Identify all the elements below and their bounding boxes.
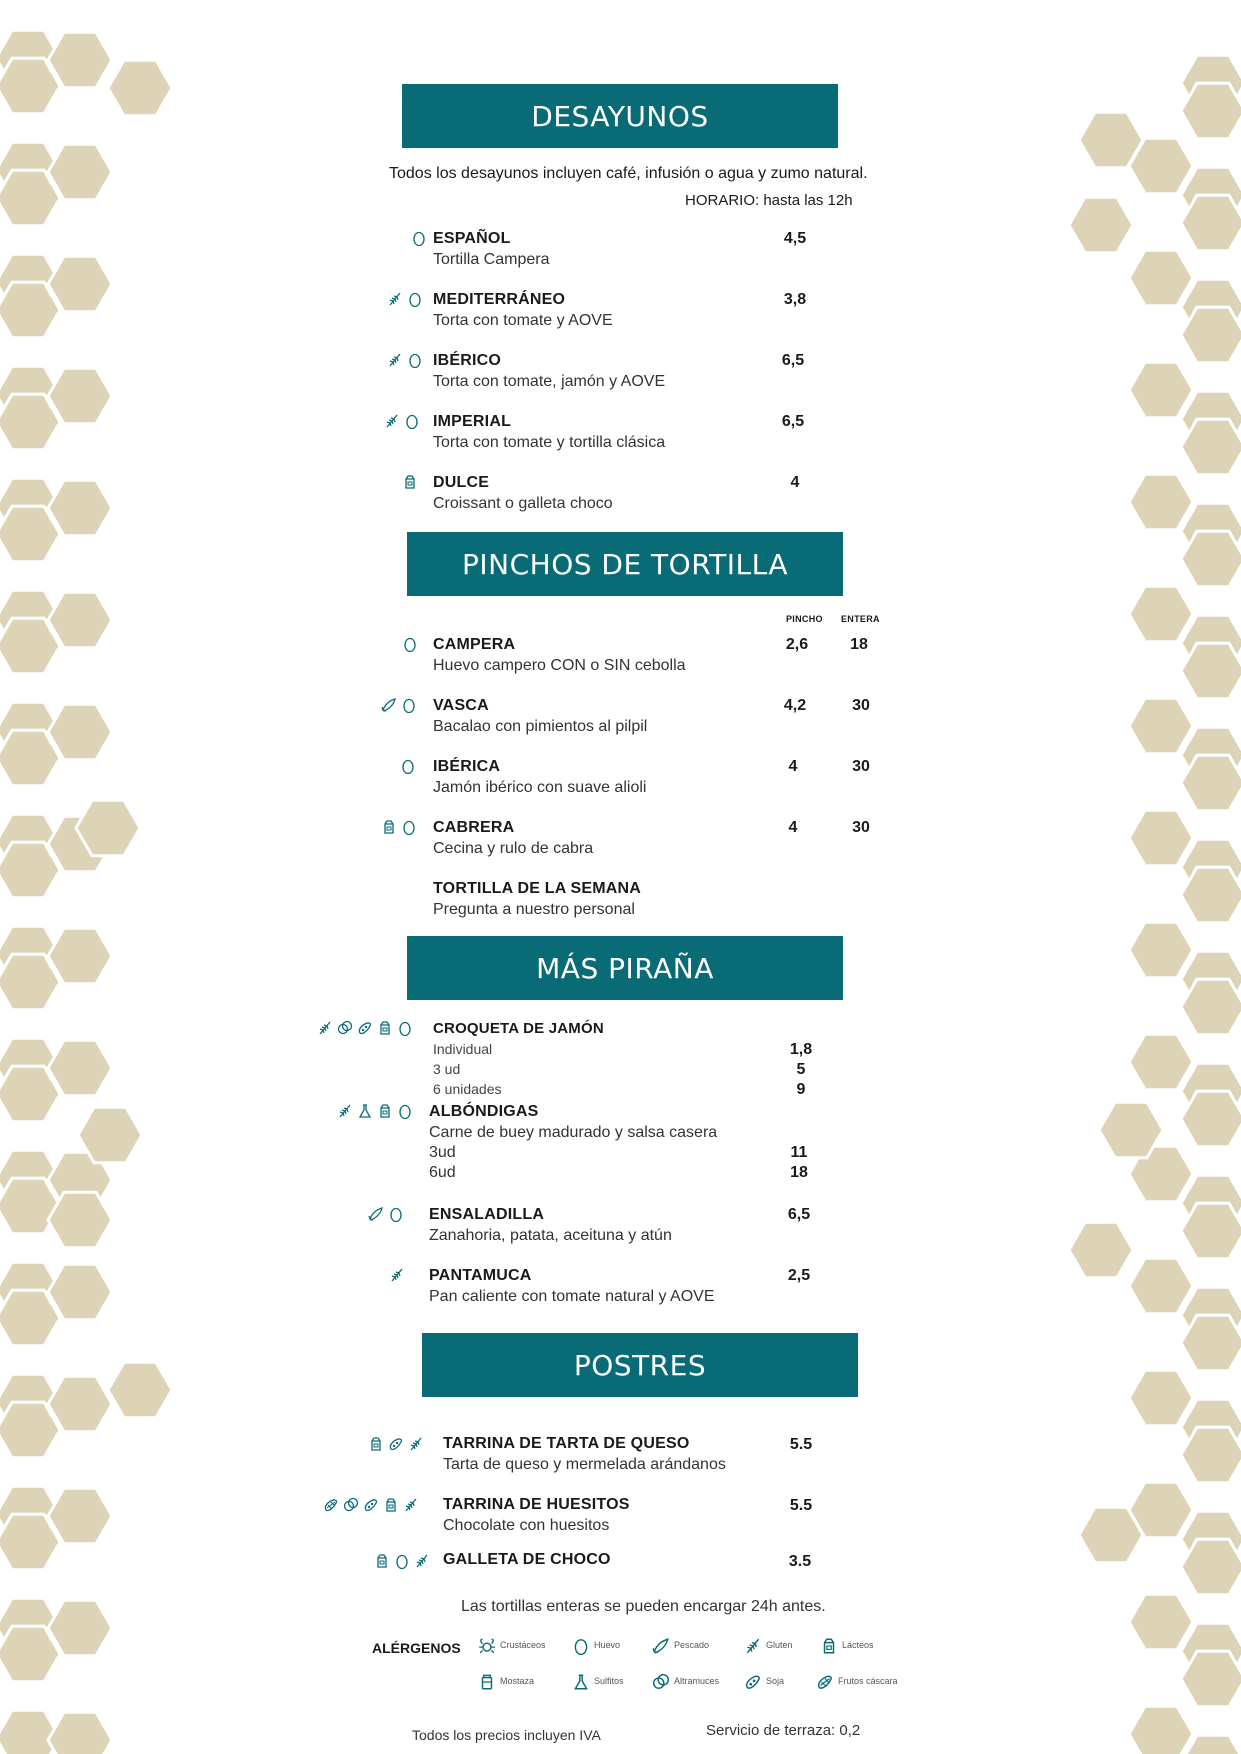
legend-label: Frutos cáscara xyxy=(838,1676,898,1686)
lacteos-icon xyxy=(381,819,397,835)
hexagon-decoration xyxy=(48,1488,112,1543)
section-title-desayunos: DESAYUNOS xyxy=(402,84,838,148)
item-desc: Cecina y rulo de cabra xyxy=(433,840,594,857)
allergen-icons xyxy=(337,1103,413,1119)
encargo-note: Las tortillas enteras se pueden encargar 24h antes. xyxy=(461,1598,826,1615)
hexagon-decoration xyxy=(1129,250,1193,305)
lacteos-icon xyxy=(377,1103,393,1119)
allergen-icons xyxy=(381,819,417,835)
hexagon-decoration xyxy=(1129,474,1193,529)
item-price: 6,5 xyxy=(787,1206,811,1223)
hexagon-decoration xyxy=(1099,1102,1163,1157)
legend-label: Lácteos xyxy=(842,1640,874,1650)
hexagon-decoration xyxy=(48,480,112,535)
hexagon-decoration xyxy=(76,800,140,855)
lacteos-icon xyxy=(383,1497,399,1513)
option-price: 1,8 xyxy=(789,1041,813,1058)
hexagon-decoration xyxy=(48,368,112,423)
item-name: ALBÓNDIGAS xyxy=(429,1103,539,1120)
hexagon-decoration xyxy=(1129,362,1193,417)
item-price: 3,8 xyxy=(783,291,807,308)
hexagon-decoration xyxy=(48,144,112,199)
gluten-icon xyxy=(387,352,403,368)
huevo-icon xyxy=(407,291,423,307)
option-label: Individual xyxy=(433,1041,493,1057)
hexagon-decoration xyxy=(48,256,112,311)
item-price: 2,5 xyxy=(787,1267,811,1284)
item-desc: Tortilla Campera xyxy=(433,251,550,268)
allergen-icons xyxy=(411,230,427,246)
hexagon-decoration xyxy=(48,928,112,983)
item-price-pincho: 4,2 xyxy=(783,697,807,714)
gluten-icon xyxy=(387,291,403,307)
legend-mostaza xyxy=(478,1673,534,1689)
huevo-icon xyxy=(404,413,420,429)
alergenos-label: ALÉRGENOS xyxy=(372,1640,461,1656)
soja-icon xyxy=(363,1497,379,1513)
item-price-pincho: 2,6 xyxy=(785,636,809,653)
hexagon-decoration xyxy=(1129,586,1193,641)
item-desc: Torta con tomate y AOVE xyxy=(433,312,613,329)
allergen-icons xyxy=(387,291,423,307)
legend-pescado xyxy=(652,1637,709,1653)
huevo-icon xyxy=(397,1103,413,1119)
gluten-icon xyxy=(414,1553,430,1569)
legend-label: Mostaza xyxy=(500,1676,535,1686)
item-desc: Bacalao con pimientos al pilpil xyxy=(433,718,648,735)
item-desc: Huevo campero CON o SIN cebolla xyxy=(433,657,686,674)
item-name: IBÉRICA xyxy=(433,758,501,775)
item-price-entera: 30 xyxy=(852,819,870,836)
item-desc: Carne de buey madurado y salsa casera xyxy=(429,1124,718,1141)
altramuces-icon xyxy=(337,1020,353,1036)
section-title-pinchos: PINCHOS DE TORTILLA xyxy=(407,532,843,596)
item-name: GALLETA DE CHOCO xyxy=(443,1551,611,1568)
section-title-mas-pirana: MÁS PIRAÑA xyxy=(407,936,843,1000)
item-name: IMPERIAL xyxy=(433,413,512,430)
option-price: 18 xyxy=(790,1164,808,1181)
item-desc: Pan caliente con tomate natural y AOVE xyxy=(429,1288,715,1305)
hexagon-decoration xyxy=(1069,1222,1133,1277)
option-price: 5 xyxy=(796,1061,806,1078)
huevo-icon xyxy=(394,1553,410,1569)
legend-crustaceos xyxy=(478,1637,546,1653)
lacteos-icon xyxy=(368,1436,384,1452)
legend-label: Altramuces xyxy=(674,1676,720,1686)
altramuces-icon xyxy=(343,1497,359,1513)
soja-icon xyxy=(388,1436,404,1452)
huevo-icon xyxy=(402,636,418,652)
legend-label: Crustáceos xyxy=(500,1640,546,1650)
hexagon-pattern-right xyxy=(1061,0,1241,1754)
hexagon-decoration xyxy=(48,1376,112,1431)
item-desc: Tarta de queso y mermelada arándanos xyxy=(443,1456,726,1473)
option-label: 3ud xyxy=(429,1144,456,1161)
legend-sulfitos xyxy=(572,1673,624,1689)
option-price: 11 xyxy=(790,1144,808,1161)
frutos-cascara-icon xyxy=(816,1673,832,1689)
hexagon-decoration xyxy=(78,1107,142,1162)
gluten-icon xyxy=(744,1637,760,1653)
hexagon-pattern-left xyxy=(0,0,180,1754)
soja-icon xyxy=(744,1673,760,1689)
allergen-icons xyxy=(381,697,417,713)
item-price: 4 xyxy=(790,474,800,491)
gluten-icon xyxy=(403,1497,419,1513)
huevo-icon xyxy=(397,1020,413,1036)
hexagon-decoration xyxy=(1129,1258,1193,1313)
allergen-icons xyxy=(402,636,418,652)
hexagon-decoration xyxy=(1129,1034,1193,1089)
item-name: TORTILLA DE LA SEMANA xyxy=(433,880,642,897)
item-name: CAMPERA xyxy=(433,636,516,653)
allergen-icons xyxy=(368,1206,404,1222)
legend-gluten xyxy=(744,1637,793,1653)
item-name: CABRERA xyxy=(433,819,515,836)
legend-huevo xyxy=(572,1637,620,1653)
hexagon-decoration xyxy=(1129,810,1193,865)
item-price: 6,5 xyxy=(781,352,805,369)
item-desc: Jamón ibérico con suave alioli xyxy=(433,779,647,796)
gluten-icon xyxy=(408,1436,424,1452)
huevo-icon xyxy=(400,758,416,774)
item-price: 6,5 xyxy=(781,413,805,430)
sulfitos-icon xyxy=(357,1103,373,1119)
pescado-icon xyxy=(368,1206,384,1222)
legend-label: Pescado xyxy=(674,1640,710,1650)
altramuces-icon xyxy=(652,1673,668,1689)
lacteos-icon xyxy=(402,474,418,490)
item-name: PANTAMUCA xyxy=(429,1267,532,1284)
huevo-icon xyxy=(388,1206,404,1222)
hexagon-decoration xyxy=(48,704,112,759)
allergen-icons xyxy=(323,1497,419,1513)
gluten-icon xyxy=(389,1267,405,1283)
lacteos-icon xyxy=(820,1637,836,1653)
hexagon-decoration xyxy=(1129,1706,1193,1754)
hexagon-decoration xyxy=(1129,698,1193,753)
hexagon-decoration xyxy=(1079,112,1143,167)
allergen-icons xyxy=(317,1020,413,1036)
huevo-icon xyxy=(401,819,417,835)
hexagon-decoration xyxy=(1129,1594,1193,1649)
item-price: 3.5 xyxy=(788,1553,812,1570)
item-price-pincho: 4 xyxy=(788,758,798,775)
item-price: 5.5 xyxy=(789,1436,813,1453)
item-price: 4,5 xyxy=(783,230,807,247)
hexagon-decoration xyxy=(1129,922,1193,977)
item-price-pincho: 4 xyxy=(788,819,798,836)
item-price-entera: 30 xyxy=(852,758,870,775)
hexagon-decoration xyxy=(1079,1507,1143,1562)
legend-frutos-cascara xyxy=(816,1673,898,1689)
allergen-icons xyxy=(389,1267,405,1283)
pescado-icon xyxy=(652,1637,668,1653)
item-name: DULCE xyxy=(433,474,490,491)
option-label: 6ud xyxy=(429,1164,456,1181)
section-title-postres: POSTRES xyxy=(422,1333,858,1397)
hexagon-decoration xyxy=(48,32,112,87)
soja-icon xyxy=(357,1020,373,1036)
allergen-icons xyxy=(384,413,420,429)
gluten-icon xyxy=(317,1020,333,1036)
legend-altramuces xyxy=(652,1673,719,1689)
col-header-entera: ENTERA xyxy=(841,614,880,624)
option-price: 9 xyxy=(796,1081,806,1098)
hexagon-decoration xyxy=(48,1040,112,1095)
item-price: 5.5 xyxy=(789,1497,813,1514)
pescado-icon xyxy=(381,697,397,713)
huevo-icon xyxy=(572,1637,588,1653)
option-label: 6 unidades xyxy=(433,1081,502,1097)
allergen-icons xyxy=(402,474,418,490)
item-desc: Pregunta a nuestro personal xyxy=(433,901,635,918)
crustaceos-icon xyxy=(478,1637,494,1653)
item-name: MEDITERRÁNEO xyxy=(433,291,566,308)
item-name: TARRINA DE TARTA DE QUESO xyxy=(443,1435,690,1452)
hexagon-decoration xyxy=(48,1192,112,1247)
item-name: ENSALADILLA xyxy=(429,1206,545,1223)
desayunos-note: Todos los desayunos incluyen café, infusión o agua y zumo natural. xyxy=(389,165,868,182)
allergen-icons xyxy=(400,758,416,774)
legend-label: Gluten xyxy=(766,1640,793,1650)
legend-label: Sulfitos xyxy=(594,1676,624,1686)
legend-label: Huevo xyxy=(594,1640,621,1650)
hexagon-decoration xyxy=(1069,197,1133,252)
item-name: CROQUETA DE JAMÓN xyxy=(433,1020,604,1037)
item-name: ESPAÑOL xyxy=(433,230,511,247)
desayunos-horario: HORARIO: hasta las 12h xyxy=(685,192,853,209)
option-label: 3 ud xyxy=(433,1061,461,1077)
item-desc: Chocolate con huesitos xyxy=(443,1517,610,1534)
col-header-pincho: PINCHO xyxy=(786,614,823,624)
iva-note: Todos los precios incluyen IVA xyxy=(412,1727,601,1743)
item-desc: Zanahoria, patata, aceituna y atún xyxy=(429,1227,672,1244)
allergen-icons xyxy=(368,1436,424,1452)
lacteos-icon xyxy=(374,1553,390,1569)
legend-lacteos xyxy=(820,1637,874,1653)
item-price-entera: 18 xyxy=(850,636,868,653)
hexagon-decoration xyxy=(48,1600,112,1655)
hexagon-decoration xyxy=(108,60,172,115)
hexagon-decoration xyxy=(48,592,112,647)
legend-label: Soja xyxy=(766,1676,785,1686)
allergen-icons xyxy=(374,1553,430,1569)
item-name: VASCA xyxy=(433,697,489,714)
hexagon-decoration xyxy=(48,1264,112,1319)
gluten-icon xyxy=(337,1103,353,1119)
item-name: TARRINA DE HUESITOS xyxy=(443,1496,630,1513)
item-desc: Torta con tomate, jamón y AOVE xyxy=(433,373,666,390)
huevo-icon xyxy=(401,697,417,713)
lacteos-icon xyxy=(377,1020,393,1036)
item-desc: Croissant o galleta choco xyxy=(433,495,613,512)
legend-soja xyxy=(744,1673,784,1689)
mostaza-icon xyxy=(478,1673,494,1689)
item-desc: Torta con tomate y tortilla clásica xyxy=(433,434,666,451)
hexagon-decoration xyxy=(108,1362,172,1417)
hexagon-decoration xyxy=(1129,1370,1193,1425)
gluten-icon xyxy=(384,413,400,429)
huevo-icon xyxy=(407,352,423,368)
frutos-cascara-icon xyxy=(323,1497,339,1513)
hexagon-decoration xyxy=(48,1712,112,1754)
allergen-icons xyxy=(387,352,423,368)
sulfitos-icon xyxy=(572,1673,588,1689)
huevo-icon xyxy=(411,230,427,246)
item-price-entera: 30 xyxy=(852,697,870,714)
item-name: IBÉRICO xyxy=(433,352,502,369)
terraza-note: Servicio de terraza: 0,2 xyxy=(706,1722,861,1739)
